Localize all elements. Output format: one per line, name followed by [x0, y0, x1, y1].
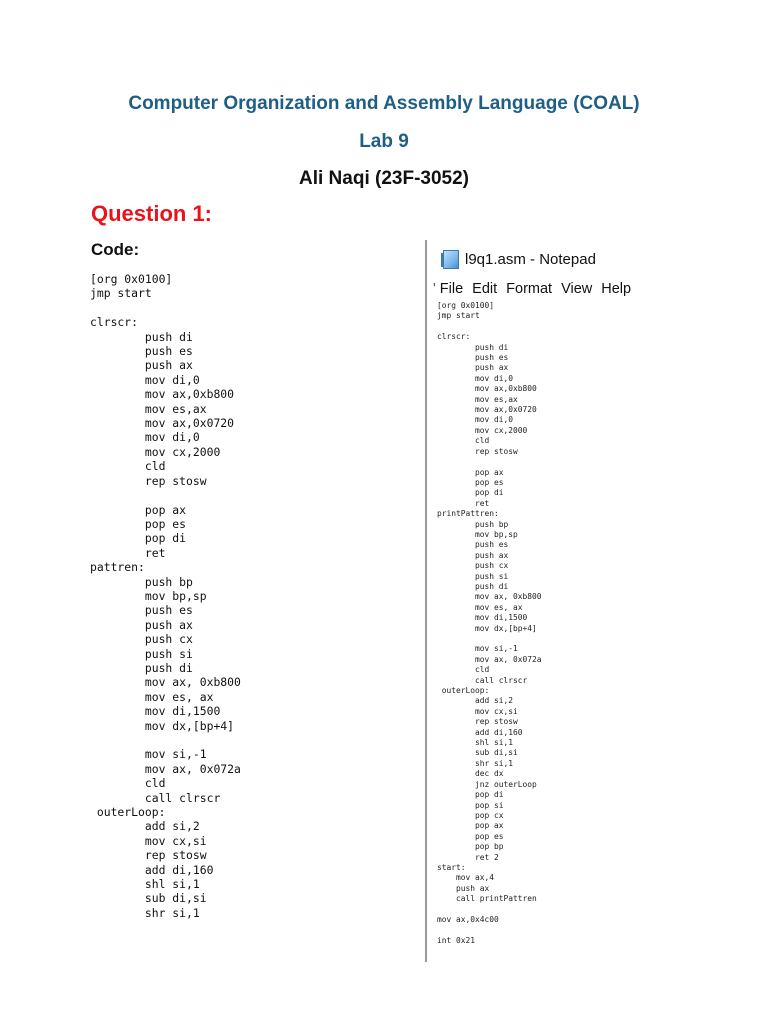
- question-heading: Question 1:: [91, 201, 213, 226]
- menu-view[interactable]: View: [561, 281, 593, 297]
- lab-title: Lab 9: [359, 131, 409, 152]
- code-listing: [org 0x0100] jmp start clrscr: push di push es push ax mov di,0 mov ax,0xb800 mov es,ax mov ax,0x0720 mov di,0 mov cx,2000 cld rep stosw pop ax pop es pop di ret pattren: push bp mov bp,sp push es push ax push cx push si push di mov ax, 0xb800 mov es, ax mov di,1500 mov dx,[bp+4] mov si,-1 mov ax, 0x072a cld call clrscr outerLoop: add si,2 mov cx,si rep stosw add di,160 shl si,1 sub di,si shr si,1: [90, 272, 241, 920]
- notepad-window-title: l9q1.asm - Notepad: [465, 250, 596, 268]
- course-title: Computer Organization and Assembly Language (COAL): [128, 93, 640, 114]
- author-name: Ali Naqi (23F-3052): [299, 168, 469, 189]
- notepad-text-area[interactable]: [org 0x0100] jmp start clrscr: push di push es push ax mov di,0 mov ax,0xb800 mov es,ax mov ax,0x0720 mov di,0 mov cx,2000 cld rep stosw pop ax pop es pop di ret printPattren: push bp mov bp,sp push es push ax push cx push si push di mov ax, 0xb800 mov es, ax mov di,1500 mov dx,[bp+4] mov si,-1 mov ax, 0x072a cld call clrscr outerLoop: add si,2 mov cx,si rep stosw add di,160 shl si,1 sub di,si shr si,1 dec dx jnz outerLoop pop di pop si pop cx pop ax pop es pop bp ret 2 start: mov ax,4 push ax call printPattren mov ax,0x4c00 int 0x21: [437, 301, 542, 945]
- notepad-titlebar: [443, 248, 596, 270]
- code-heading: Code:: [91, 240, 140, 259]
- menu-format[interactable]: Format: [506, 281, 553, 297]
- notepad-screenshot: [425, 240, 687, 962]
- menu-edit[interactable]: Edit: [472, 281, 498, 297]
- menu-file[interactable]: File: [439, 281, 464, 297]
- menu-edge-mark: ': [433, 281, 436, 297]
- menu-help[interactable]: Help: [601, 281, 632, 297]
- notepad-menubar: [433, 281, 640, 297]
- notepad-document-icon: [443, 250, 459, 269]
